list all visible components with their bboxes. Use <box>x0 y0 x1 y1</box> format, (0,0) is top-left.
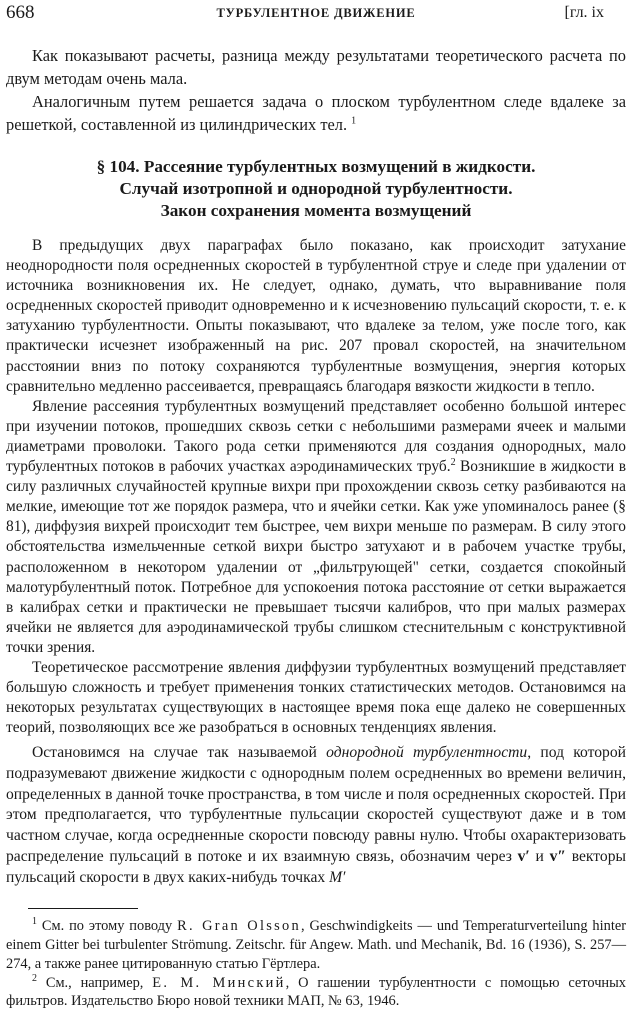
running-title: ТУРБУЛЕНТНОЕ ДВИЖЕНИЕ <box>216 6 416 20</box>
body-paragraph-3: Теоретическое рассмотрение явления диффузии турбулентных возмущений представляет большую сложность и требует применения тонких статистических методов. Остановимся на некоторых результатах существующих в настоящее время пока еще далеко не совершенных теорий, позволяющих все же разобраться в основных тенденциях явления. <box>6 658 626 737</box>
footnote-separator <box>28 908 138 909</box>
body-paragraph-2: Явление рассеяния турбулентных возмущений представляет особенно большой интерес при изучении потоков, прошедших сквозь сетки с небольшими размерами ячеек и малыми диаметрами проволоки. Такого рода сетки применяются для создания однородных, мало турбулентных потоков в рабочих участках аэродинамических труб.$^2$ Возникшие в жидкости в силу различных случайностей крупные вихри при прохождении сквозь сетку разбиваются на мелкие, имеющие тот же порядок размера, что и ячейки сетки. Как уже упоминалось ранее (§ 81), диффузия вихрей происходит тем быстрее, чем вихри меньше по размерам. В силу этого обстоятельства измельченные сеткой вихри быстро затухают и в рабочем участке трубы, расположенном в некотором удалении от „фильтрующей" сетки, создается спокойный малотурбулентный поток. Потребное для успокоения потока расстояние от сетки выражается в калибрах сетки и практически не превышает тысячи калибров, что при малых размерах ячейки не является для аэродинамической трубы слишком стеснительным с конструктивной точки зрения. <box>6 397 626 656</box>
point-m: M′ <box>329 868 346 886</box>
footnote-ref-1: 1 <box>351 115 357 127</box>
section-heading-line-1: § 104. Рассеяние турбулентных возмущений в жидкости. <box>96 157 536 176</box>
section-heading-line-3: Закон сохранения момента возмущений <box>160 201 472 220</box>
intro-paragraph-1: Как показывают расчеты, разница между результатами теоретического расчета по двум методам очень мала. <box>6 46 626 88</box>
footnote-ref-2: 2 <box>450 456 456 468</box>
running-header <box>6 0 626 26</box>
intro-paragraph-2: Аналогичным путем решается задача о плоском турбулентном следе вдалеке за решеткой, составленной из цилиндрических тел. $^1$ <box>6 92 626 134</box>
chapter-marker: [гл. ix <box>564 4 604 21</box>
section-heading-line-2: Случай изотропной и однородной турбулентности. <box>119 179 513 198</box>
term-homogeneous-turbulence: однородной турбулентности <box>326 744 528 762</box>
section-body <box>6 236 626 888</box>
page-number: 668 <box>6 2 35 23</box>
body-paragraph-4: Остановимся на случае так называемой однородной турбулентности, под которой подразумевают движение жидкости с однородным полем осредненных во времени величин, определенных в данной точке пространства, в том числе и поля осредненных скоростей. При этом предполагается, что турбулентные пульсации скоростей существуют даже и в том частном случае, когда осредненные скорости повсюду равны нулю. Чтобы охарактеризовать распределение пульсаций в потоке и их взаимную связь, обозначим через v′ и v″ векторы пульсаций скорости в двух каких-нибудь точках M′ <box>6 744 626 886</box>
body-paragraph-1: В предыдущих двух параграфах было показано, как происходит затухание неоднородности поля осредненных скоростей в турбулентной струе и следе при удалении от источника возникновения их. Не следует, однако, думать, что выравнивание поля осредненных скоростей приводит одновременно и к исчезновению пульсаций скорости, т. е. к затуханию турбулентности. Опыты показывают, что вдалеке за телом, уже после того, как практически исчезнет изображенный на рис. 207 провал скоростей, на значительном расстоянии вниз по потоку сохраняются турбулентные возмущения, энергия которых сравнительно медленно рассеивается, превращаясь благодаря вязкости жидкости в тепло. <box>6 237 626 395</box>
vector-v2: v″ <box>549 847 567 865</box>
vector-v1: v′ <box>517 847 530 865</box>
footnote-2-author: Е. М. Минский <box>152 974 286 991</box>
footnote-1-author: R. Gran Olsson <box>177 918 302 935</box>
section-heading <box>6 156 626 222</box>
footnotes <box>6 917 626 1011</box>
footnote-1: $^1$ См. по этому поводу R. Gran Olsson, Geschwindigkeits — und Temperaturverteilung hinter einem Gitter bei turbulenter Strömung. Zeitschr. für Angew. Math. und Mechanik, Bd. 16 (1936), S. 257—274, а также ранее цитированную статью Гёртлера. <box>6 916 626 972</box>
footnote-2: $^2$ См., например, Е. М. Минский, О гашении турбулентности с помощью сеточных фильтров. Издательство Бюро новой техники МАП, № 63, 1946. <box>6 972 626 1010</box>
intro-text <box>6 44 626 136</box>
